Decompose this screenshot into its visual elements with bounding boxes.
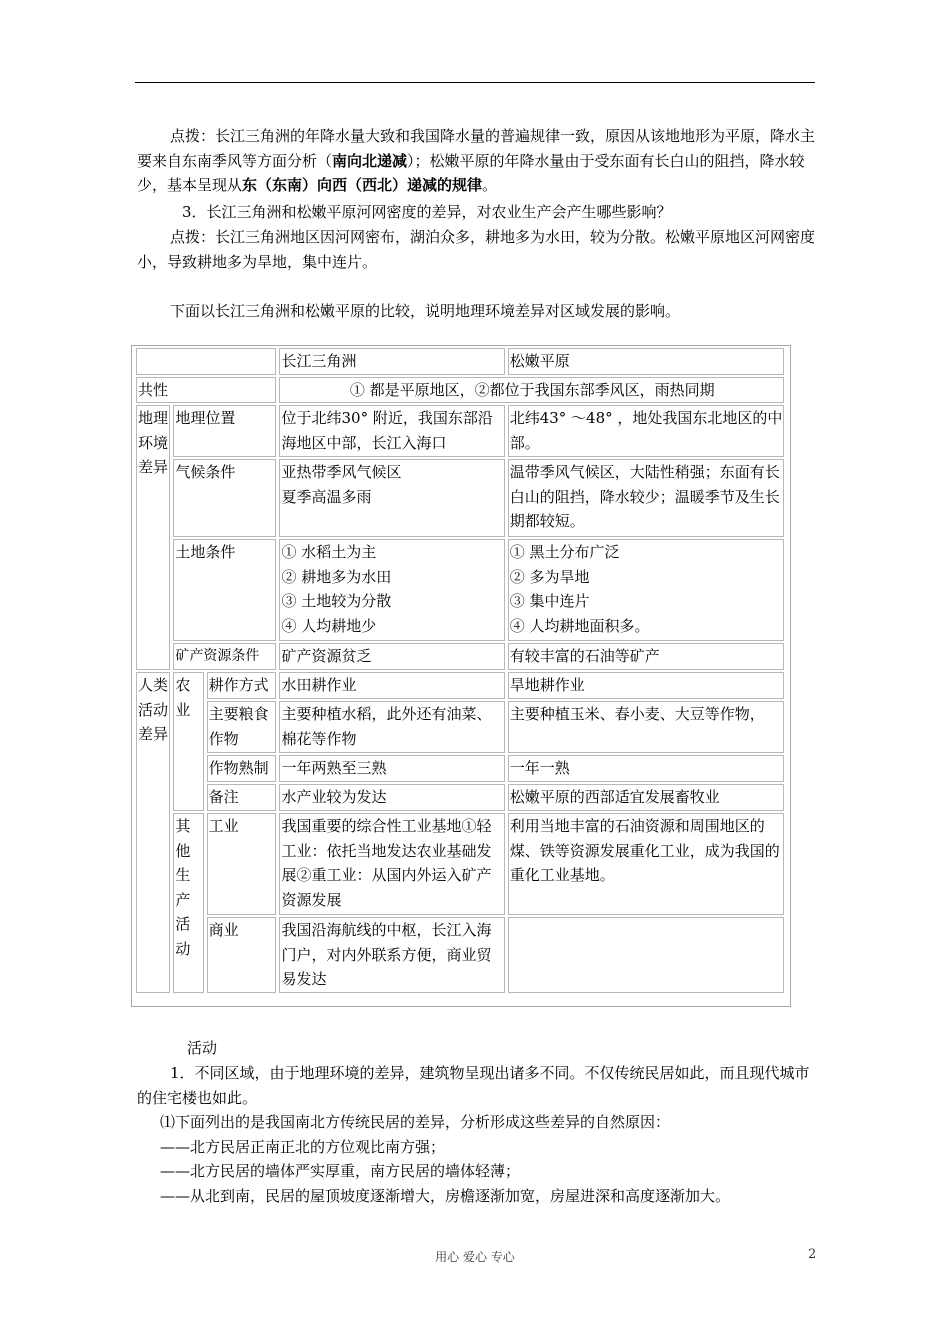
harvest-label: 作物熟制 [207,755,277,782]
table-row-common [136,377,784,404]
climate-songnen: 温带季风气候区，大陆性稍强；东面有长白山的阻挡，降水较少；温暖季节及生长期都较短。 [508,459,784,537]
mineral-label: 矿产资源条件 [173,643,276,670]
crops-yangtze: 主要种植水稻，此外还有油菜、棉花等作物 [279,701,504,753]
table-row-harvest [136,755,784,782]
mineral-yangtze: 矿产资源贫乏 [279,643,504,670]
industry-songnen: 利用当地丰富的石油资源和周围地区的煤、铁等资源发展重化工业，成为我国的重化工业基地。 [508,813,784,915]
land-yangtze: ① 水稻土为主 ② 耕地多为水田 ③ 土地较为分散 ④ 人均耕地少 [279,539,504,641]
climate-yangtze: 亚热带季风气候区 夏季高温多雨 [279,459,504,537]
difference-item-1: ——北方民居正南正北的方位观比南方强； [160,1138,446,1156]
industry-label: 工业 [207,813,277,915]
table-row-note [136,784,784,811]
table-row-location [136,405,784,457]
hint-paragraph-1: 点拨：长江三角洲的年降水量大致和我国降水量的普遍规律一致，原因从该地地形为平原，降水主要来自东南季风等方面分析（南向北递减）；松嫩平原的年降水量由于受东面有长白山的阻挡，降水较少，基本呈现从东（东南）向西（西北）递减的规律。 [137,127,816,194]
farming-label: 耕作方式 [207,672,277,699]
land-label: 土地条件 [173,539,276,641]
note-songnen: 松嫩平原的西部适宜发展畜牧业 [508,784,784,811]
farming-yangtze: 水田耕作业 [279,672,504,699]
activity-question-1: 1．不同区域，由于地理环境的差异，建筑物呈现出诸多不同。不仅传统民居如此，而且现代城市的住宅楼也如此。 [137,1064,810,1107]
crops-label: 主要粮食作物 [207,701,277,753]
table-row-commerce [136,917,784,993]
location-yangtze: 位于北纬30° 附近，我国东部沿海地区中部，长江入海口 [279,405,504,457]
table-row-climate [136,459,784,537]
human-activity-label: 人类活动差异 [136,672,170,993]
activity-question-1-1: ⑴下面列出的是我国南北方传统民居的差异，分析形成这些差异的自然原因： [160,1113,671,1131]
header-songnen: 松嫩平原 [508,348,784,375]
crops-songnen: 主要种植玉米、春小麦、大豆等作物， [508,701,784,753]
harvest-yangtze: 一年两熟至三熟 [279,755,504,782]
other-production-label: 其他生产活动 [173,813,203,993]
intro-paragraph: 下面以长江三角洲和松嫩平原的比较，说明地理环境差异对区域发展的影响。 [170,302,681,320]
commerce-yangtze: 我国沿海航线的中枢，长江入海门户，对内外联系方便，商业贸易发达 [279,917,504,993]
farming-songnen: 旱地耕作业 [508,672,784,699]
location-songnen: 北纬43° ～48° ，地处我国东北地区的中部。 [508,405,784,457]
table-row-farming [136,672,784,699]
mineral-songnen: 有较丰富的石油等矿产 [508,643,784,670]
common-text: ① 都是平原地区，②都位于我国东部季风区，雨热同期 [279,377,784,404]
table-row-crops [136,701,784,753]
hint-paragraph-2: 点拨：长江三角洲地区因河网密布，湖泊众多，耕地多为水田，较为分散。松嫩平原地区河网密度小，导致耕地多为旱地，集中连片。 [137,228,816,271]
commerce-label: 商业 [207,917,277,993]
commerce-songnen-empty [508,917,784,993]
table-row-industry [136,813,784,915]
note-yangtze: 水产业较为发达 [279,784,504,811]
land-songnen: ① 黑土分布广泛 ② 多为旱地 ③ 集中连片 ④ 人均耕地面积多。 [508,539,784,641]
climate-label: 气候条件 [173,459,276,537]
footer-slogan: 用心 爱心 专心 [435,1250,515,1264]
geo-env-label: 地理环境差异 [136,405,170,670]
agriculture-label: 农业 [173,672,203,811]
industry-yangtze: 我国重要的综合性工业基地①轻工业：依托当地发达农业基础发展②重工业：从国内外运入矿产资源发展 [279,813,504,915]
activity-title: 活动 [187,1039,218,1057]
difference-item-2: ——北方民居的墙体严实厚重，南方民居的墙体轻薄； [160,1162,521,1180]
note-label: 备注 [207,784,277,811]
comparison-table [131,345,791,1007]
common-label: 共性 [136,377,276,404]
page-number: 2 [808,1247,817,1262]
harvest-songnen: 一年一熟 [508,755,784,782]
header-yangtze: 长江三角洲 [279,348,504,375]
table-row-land [136,539,784,641]
table-header-row [136,348,784,375]
location-label: 地理位置 [173,405,276,457]
table-row-mineral [136,643,784,670]
question-3: 3．长江三角洲和松嫩平原河网密度的差异，对农业生产会产生哪些影响？ [182,203,672,221]
header-blank-cell [136,348,276,375]
difference-item-3: ——从北到南，民居的屋顶坡度逐渐增大，房檐逐渐加宽，房屋进深和高度逐渐加大。 [160,1187,731,1205]
header-rule [135,82,815,83]
